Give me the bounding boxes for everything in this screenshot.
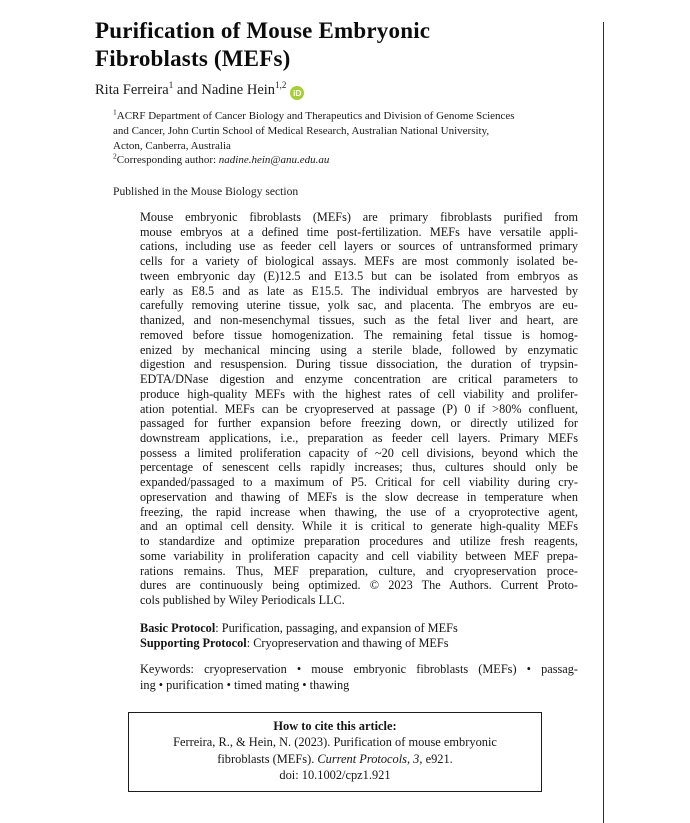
abstract-line: dures are continuously being optimized. © 2023 The Authors. Current Proto- [140, 578, 578, 593]
abstract-line: cols published by Wiley Periodicals LLC. [140, 593, 345, 608]
affiliation-sup: 2 [113, 151, 117, 161]
affiliation-sup: 1 [113, 107, 117, 117]
citation-line [137, 751, 533, 767]
abstract-line: to standardize and optimize preparation procedures and utilize fresh reagents, [140, 534, 578, 549]
protocol-text: : Cryopreservation and thawing of MEFs [246, 636, 449, 651]
citation-text: fibroblasts (MEFs). [217, 751, 318, 766]
keywords-line: ing • purification • timed mating • thawing [140, 677, 350, 692]
abstract-line: downstream applications, i.e., preparation as feeder cell layers. Primary MEFs [140, 431, 578, 446]
abstract-line: early as E8.5 and as late as E15.5. The individual embryos are harvested by [140, 283, 578, 298]
abstract-line: mouse embryos at a defined time post-fertilization. MEFs have versatile appli- [140, 224, 578, 239]
orcid-icon[interactable]: iD [290, 86, 304, 100]
author-name: Rita Ferreira [95, 82, 169, 98]
protocols-list [140, 621, 582, 652]
abstract-line: produce high-quality MEFs with the highest rates of cell viability and prolifer- [140, 386, 578, 401]
abstract-line: some variability in proliferation capacity and cell viability between MEF prepa- [140, 548, 578, 563]
authors-line [95, 82, 304, 100]
abstract-line: removed before tissue homogenization. The remaining fetal tissue is homog- [140, 327, 578, 342]
abstract-line: and an optimal cell density. While it is critical to generate high-quality MEFs [140, 519, 578, 534]
article-title-line: Purification of Mouse Embryonic [95, 18, 431, 43]
affiliation-line [113, 109, 585, 124]
keywords-block [140, 662, 578, 693]
abstract-text [140, 210, 578, 608]
protocol-line [140, 621, 582, 636]
article-title [95, 17, 430, 73]
corresponding-author-line [113, 153, 585, 168]
affiliation-text: ACRF Department of Cancer Biology and Therapeutics and Division of Genome Sciences [116, 110, 515, 122]
abstract-line: Mouse embryonic fibroblasts (MEFs) are primary fibroblasts purified from [140, 210, 578, 224]
abstract-line: possess a limited proliferation capacity of ~20 cell divisions, beyond which the [140, 445, 578, 460]
corresponding-email[interactable]: nadine.hein@anu.edu.au [218, 154, 330, 167]
abstract-line: expanded/passaged to a maximum of P5. Critical for cell viability during cry- [140, 475, 578, 490]
author-name: Nadine Hein [201, 82, 276, 98]
affiliation-line: and Cancer, John Curtin School of Medical Research, Australian National University, [113, 124, 490, 137]
abstract-line: thanized, and non-mesenchymal tissues, such as the fetal liver and heart, are [140, 313, 578, 328]
keywords-line: Keywords: cryopreservation • mouse embryonic fibroblasts (MEFs) • passag- [140, 662, 578, 676]
page-margin-rule [603, 22, 604, 823]
abstract-line: passaged for further expansion before freezing down, or directly utilized for [140, 416, 578, 431]
abstract-line: tween embryonic day (E)12.5 and E13.5 but can be isolated from embryos as [140, 268, 578, 283]
published-section-note: Published in the Mouse Biology section [113, 185, 299, 198]
abstract-line: digestion and resuspension. During tissue dissociation, the duration of trypsin- [140, 357, 578, 372]
author-affiliation-sup: 1,2 [275, 80, 287, 91]
affiliation-line: Acton, Canberra, Australia [113, 139, 231, 152]
doi-text[interactable]: doi: 10.1002/cpz1.921 [279, 768, 391, 783]
article-title-line: Fibroblasts (MEFs) [95, 46, 291, 71]
abstract-line: rations remains. Thus, MEF preparation, culture, and cryopreservation proce- [140, 563, 578, 578]
abstract-line: opreservation and thawing of MEFs is the slow decrease in temperature when [140, 489, 578, 504]
abstract-line: EDTA/DNase digestion and enzyme concentration are critical parameters to [140, 372, 578, 387]
protocol-line [140, 636, 582, 651]
journal-name: Current Protocols, 3, [317, 751, 423, 766]
abstract-line: cells for a variety of biological assays. MEFs are most commonly isolated be- [140, 254, 578, 269]
authors-connector: and [173, 82, 202, 98]
how-to-cite-box [128, 712, 542, 792]
protocol-label: Supporting Protocol [140, 636, 247, 651]
affiliations-block [113, 109, 585, 168]
abstract-line: enized by mechanical mincing using a sterile blade, followed by enzymatic [140, 342, 578, 357]
abstract-line: carefully removing uterine tissue, yolk sac, and placenta. The embryos are eu- [140, 298, 578, 313]
citation-text: e921. [422, 751, 453, 766]
abstract-line: freezing, the rapid increase when thawing, the use of a cryoprotective agent, [140, 504, 578, 519]
protocol-label: Basic Protocol [140, 621, 216, 635]
protocol-text: : Purification, passaging, and expansion of MEFs [215, 621, 458, 635]
corresponding-author-label: Corresponding author: [116, 154, 219, 167]
citation-line: Ferreira, R., & Hein, N. (2023). Purification of mouse embryonic [173, 735, 497, 750]
abstract-line: cations, including use as feeder cell layers or sources of untransformed primary [140, 239, 578, 254]
abstract-line: percentage of senescent cells rapidly increases; thus, cultures should only be [140, 460, 578, 475]
abstract-line: ation potential. MEFs can be cryopreserved at passage (P) 0 if >80% confluent, [140, 401, 578, 416]
author-affiliation-sup: 1 [168, 80, 174, 91]
cite-heading: How to cite this article: [273, 719, 397, 733]
